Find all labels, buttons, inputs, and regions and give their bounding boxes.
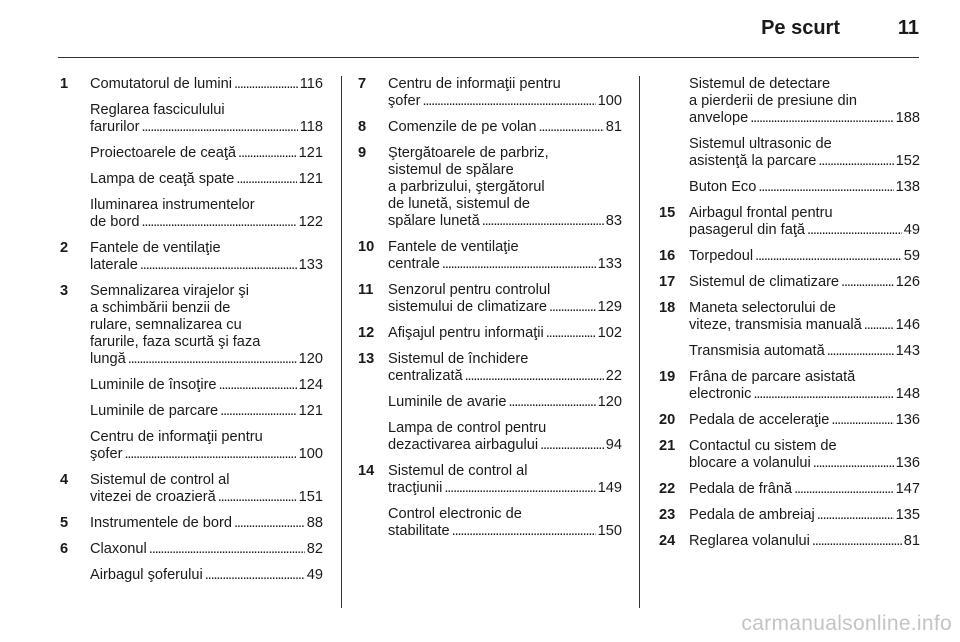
entry-reference-line bbox=[689, 317, 920, 334]
dot-leader bbox=[149, 541, 305, 558]
entry-text-line: Luminile de parcare bbox=[90, 403, 219, 419]
dot-leader bbox=[813, 455, 894, 472]
dot-leader bbox=[812, 533, 902, 550]
page-reference: 102 bbox=[597, 325, 622, 341]
entry-text-line: Pedala de acceleraţie bbox=[689, 412, 830, 428]
entry-text-line: Fantele de ventilaţie bbox=[90, 240, 221, 256]
entry-reference-line bbox=[689, 343, 920, 360]
entry-reference-line bbox=[90, 515, 323, 532]
callout-number: 15 bbox=[659, 205, 676, 221]
column-divider bbox=[341, 76, 342, 608]
entry-reference-line bbox=[388, 394, 622, 411]
callout-number: 8 bbox=[358, 119, 367, 135]
index-entry bbox=[60, 541, 323, 558]
entry-reference-line bbox=[90, 351, 323, 368]
page-reference: 122 bbox=[298, 214, 323, 230]
entry-text-line: Claxonul bbox=[90, 541, 147, 557]
callout-number: 24 bbox=[659, 533, 676, 549]
dot-leader bbox=[219, 377, 297, 394]
dot-leader bbox=[794, 481, 894, 498]
entry-reference-line bbox=[388, 523, 622, 540]
page-reference: 151 bbox=[298, 489, 323, 505]
entry-text-line: Frâna de parcare asistată bbox=[689, 369, 856, 385]
index-entry bbox=[358, 119, 622, 136]
entry-text-line: de bord bbox=[90, 214, 140, 230]
entry-reference-line bbox=[689, 222, 920, 239]
dot-leader bbox=[827, 343, 894, 360]
entry-text-line: Senzorul pentru controlul bbox=[388, 282, 551, 298]
index-entry bbox=[358, 325, 622, 342]
callout-number: 13 bbox=[358, 351, 375, 367]
dot-leader bbox=[220, 403, 296, 420]
index-column-2 bbox=[358, 76, 622, 549]
entry-text-line: stabilitate bbox=[388, 523, 450, 539]
entry-text-line: laterale bbox=[90, 257, 138, 273]
callout-number: 3 bbox=[60, 283, 69, 299]
dot-leader bbox=[236, 171, 296, 188]
index-entry bbox=[358, 76, 622, 110]
index-entry bbox=[358, 394, 622, 411]
entry-reference-line bbox=[689, 533, 920, 550]
entry-text-line: Reglarea volanului bbox=[689, 533, 810, 549]
dot-leader bbox=[864, 317, 894, 334]
index-entry bbox=[358, 351, 622, 385]
index-entry bbox=[358, 420, 622, 454]
column-divider bbox=[639, 76, 640, 608]
entry-reference-line bbox=[388, 256, 622, 273]
entry-text-line: Control electronic de bbox=[388, 506, 522, 522]
callout-number: 4 bbox=[60, 472, 69, 488]
page-reference: 82 bbox=[306, 541, 323, 557]
dot-leader bbox=[238, 145, 297, 162]
page-reference: 126 bbox=[895, 274, 920, 290]
index-entry bbox=[60, 403, 323, 420]
page-reference: 121 bbox=[298, 403, 323, 419]
entry-reference-line bbox=[388, 119, 622, 136]
index-entry bbox=[659, 136, 920, 170]
entry-text-line: Iluminarea instrumentelor bbox=[90, 197, 255, 213]
callout-number: 18 bbox=[659, 300, 676, 316]
index-entry bbox=[60, 515, 323, 532]
index-entry bbox=[60, 240, 323, 274]
entry-reference-line bbox=[388, 480, 622, 497]
page-reference: 143 bbox=[895, 343, 920, 359]
index-entry bbox=[659, 76, 920, 127]
entry-text-line: Centru de informaţii pentru bbox=[90, 429, 263, 445]
entry-text-line: lungă bbox=[90, 351, 126, 367]
callout-number: 17 bbox=[659, 274, 676, 290]
entry-text-line: Sistemul ultrasonic de bbox=[689, 136, 832, 152]
dot-leader bbox=[831, 412, 893, 429]
entry-reference-line bbox=[90, 541, 323, 558]
dot-leader bbox=[508, 394, 595, 411]
entry-text-line: Fantele de ventilaţie bbox=[388, 239, 519, 255]
index-entry bbox=[60, 567, 323, 584]
page-reference: 149 bbox=[597, 480, 622, 496]
index-column-1 bbox=[60, 76, 323, 593]
entry-text-line: Sistemul de detectare bbox=[689, 76, 831, 92]
entry-reference-line bbox=[689, 386, 920, 403]
index-entry bbox=[60, 76, 323, 93]
dot-leader bbox=[841, 274, 894, 291]
dot-leader bbox=[753, 386, 893, 403]
page-reference: 94 bbox=[605, 437, 622, 453]
index-entry bbox=[60, 429, 323, 463]
dot-leader bbox=[124, 446, 296, 463]
entry-reference-line bbox=[90, 76, 323, 93]
index-entry bbox=[60, 197, 323, 231]
entry-text-line: sistemului de climatizare bbox=[388, 299, 547, 315]
index-entry bbox=[358, 239, 622, 273]
entry-text-line: Instrumentele de bord bbox=[90, 515, 232, 531]
index-entry bbox=[659, 274, 920, 291]
header-divider bbox=[58, 57, 919, 58]
entry-text-line: Sistemul de închidere bbox=[388, 351, 529, 367]
callout-number: 2 bbox=[60, 240, 69, 256]
entry-reference-line bbox=[689, 455, 920, 472]
callout-number: 20 bbox=[659, 412, 676, 428]
entry-reference-line bbox=[90, 119, 323, 136]
entry-text-line: Pedala de frână bbox=[689, 481, 793, 497]
index-entry bbox=[659, 481, 920, 498]
dot-leader bbox=[140, 257, 297, 274]
page-reference: 124 bbox=[298, 377, 323, 393]
page-reference: 146 bbox=[895, 317, 920, 333]
dot-leader bbox=[234, 76, 298, 93]
dot-leader bbox=[442, 256, 596, 273]
entry-text-line: blocare a volanului bbox=[689, 455, 811, 471]
callout-number: 23 bbox=[659, 507, 676, 523]
entry-text-line: Sistemul de control al bbox=[388, 463, 528, 479]
entry-text-line: şofer bbox=[90, 446, 123, 462]
index-entry bbox=[358, 282, 622, 316]
callout-number: 1 bbox=[60, 76, 69, 92]
entry-reference-line bbox=[388, 437, 622, 454]
page-reference: 138 bbox=[895, 179, 920, 195]
page-reference: 49 bbox=[903, 222, 920, 238]
entry-text-line: şofer bbox=[388, 93, 421, 109]
entry-text-line: Maneta selectorului de bbox=[689, 300, 836, 316]
entry-text-line: Proiectoarele de ceaţă bbox=[90, 145, 237, 161]
entry-text-line: de lunetă, sistemul de bbox=[388, 196, 530, 212]
index-entry bbox=[358, 463, 622, 497]
entry-text-line: Luminile de însoţire bbox=[90, 377, 217, 393]
page-reference: 88 bbox=[306, 515, 323, 531]
entry-reference-line bbox=[689, 179, 920, 196]
page-reference: 135 bbox=[895, 507, 920, 523]
entry-text-line: Comenzile de pe volan bbox=[388, 119, 537, 135]
entry-text-line: spălare lunetă bbox=[388, 213, 480, 229]
entry-text-line: asistenţă la parcare bbox=[689, 153, 817, 169]
entry-text-line: Torpedoul bbox=[689, 248, 754, 264]
dot-leader bbox=[538, 119, 603, 136]
page-reference: 148 bbox=[895, 386, 920, 402]
callout-number: 7 bbox=[358, 76, 367, 92]
page-reference: 118 bbox=[299, 119, 323, 135]
callout-number: 19 bbox=[659, 369, 676, 385]
index-entry bbox=[60, 171, 323, 188]
page-number: 11 bbox=[897, 17, 919, 39]
page-reference: 147 bbox=[895, 481, 920, 497]
index-column-3 bbox=[659, 76, 920, 559]
page-reference: 136 bbox=[895, 412, 920, 428]
section-title: Pe scurt bbox=[761, 17, 840, 39]
callout-number: 11 bbox=[358, 282, 374, 298]
entry-text-line: tracţiunii bbox=[388, 480, 443, 496]
entry-text-line: sistemul de spălare bbox=[388, 162, 514, 178]
entry-reference-line bbox=[90, 377, 323, 394]
index-entry bbox=[60, 472, 323, 506]
callout-number: 16 bbox=[659, 248, 676, 264]
dot-leader bbox=[755, 248, 902, 265]
callout-number: 9 bbox=[358, 145, 367, 161]
page-reference: 100 bbox=[597, 93, 622, 109]
entry-reference-line bbox=[90, 171, 323, 188]
entry-text-line: Lampa de ceaţă spate bbox=[90, 171, 235, 187]
page-reference: 150 bbox=[597, 523, 622, 539]
page-reference: 136 bbox=[895, 455, 920, 471]
entry-reference-line bbox=[388, 325, 622, 342]
page-reference: 133 bbox=[298, 257, 323, 273]
entry-text-line: rulare, semnalizarea cu bbox=[90, 317, 242, 333]
entry-text-line: Semnalizarea virajelor şi bbox=[90, 283, 249, 299]
dot-leader bbox=[818, 153, 893, 170]
dot-leader bbox=[549, 299, 596, 316]
index-entry bbox=[659, 507, 920, 524]
entry-text-line: a pierderii de presiune din bbox=[689, 93, 857, 109]
dot-leader bbox=[128, 351, 297, 368]
entry-text-line: Centru de informaţii pentru bbox=[388, 76, 561, 92]
watermark: carmanualsonline.info bbox=[741, 612, 952, 635]
page-reference: 120 bbox=[597, 394, 622, 410]
entry-text-line: Sistemul de control al bbox=[90, 472, 230, 488]
index-entry bbox=[659, 343, 920, 360]
entry-reference-line bbox=[388, 368, 622, 385]
entry-text-line: Afişajul pentru informaţii bbox=[388, 325, 544, 341]
entry-reference-line bbox=[90, 214, 323, 231]
page-reference: 81 bbox=[605, 119, 622, 135]
dot-leader bbox=[218, 489, 297, 506]
page-reference: 100 bbox=[298, 446, 323, 462]
entry-text-line: Airbagul frontal pentru bbox=[689, 205, 833, 221]
entry-text-line: electronic bbox=[689, 386, 752, 402]
index-entry bbox=[659, 248, 920, 265]
entry-reference-line bbox=[90, 145, 323, 162]
page-reference: 59 bbox=[903, 248, 920, 264]
entry-reference-line bbox=[689, 248, 920, 265]
entry-text-line: centrale bbox=[388, 256, 440, 272]
page-reference: 22 bbox=[605, 368, 622, 384]
entry-text-line: vitezei de croazieră bbox=[90, 489, 216, 505]
entry-text-line: Luminile de avarie bbox=[388, 394, 507, 410]
entry-text-line: Airbagul şoferului bbox=[90, 567, 203, 583]
index-entry bbox=[659, 300, 920, 334]
entry-reference-line bbox=[689, 110, 920, 127]
entry-text-line: Ştergătoarele de parbriz, bbox=[388, 145, 549, 161]
dot-leader bbox=[422, 93, 595, 110]
callout-number: 10 bbox=[358, 239, 375, 255]
page-reference: 129 bbox=[597, 299, 622, 315]
dot-leader bbox=[142, 214, 297, 231]
index-entry bbox=[659, 205, 920, 239]
page-reference: 49 bbox=[306, 567, 323, 583]
index-entry bbox=[659, 412, 920, 429]
index-entry bbox=[60, 377, 323, 394]
index-entry bbox=[659, 369, 920, 403]
index-entry bbox=[358, 506, 622, 540]
index-entry bbox=[60, 283, 323, 368]
entry-reference-line bbox=[388, 213, 622, 230]
index-entry bbox=[60, 145, 323, 162]
entry-text-line: Contactul cu sistem de bbox=[689, 438, 837, 454]
dot-leader bbox=[758, 179, 893, 196]
entry-text-line: centralizată bbox=[388, 368, 463, 384]
entry-reference-line bbox=[689, 412, 920, 429]
entry-reference-line bbox=[689, 481, 920, 498]
dot-leader bbox=[546, 325, 596, 342]
index-entry bbox=[659, 438, 920, 472]
entry-reference-line bbox=[388, 93, 622, 110]
dot-leader bbox=[465, 368, 604, 385]
dot-leader bbox=[750, 110, 893, 127]
entry-reference-line bbox=[388, 299, 622, 316]
entry-text-line: Pedala de ambreiaj bbox=[689, 507, 815, 523]
dot-leader bbox=[807, 222, 902, 239]
callout-number: 14 bbox=[358, 463, 375, 479]
callout-number: 6 bbox=[60, 541, 69, 557]
dot-leader bbox=[540, 437, 604, 454]
dot-leader bbox=[482, 213, 604, 230]
dot-leader bbox=[234, 515, 305, 532]
page-reference: 81 bbox=[903, 533, 920, 549]
entry-text-line: dezactivarea airbagului bbox=[388, 437, 539, 453]
page-reference: 121 bbox=[298, 171, 323, 187]
entry-text-line: farurilor bbox=[90, 119, 140, 135]
entry-reference-line bbox=[90, 567, 323, 584]
index-entry bbox=[659, 179, 920, 196]
page-reference: 116 bbox=[299, 76, 323, 92]
callout-number: 5 bbox=[60, 515, 69, 531]
entry-reference-line bbox=[90, 489, 323, 506]
entry-text-line: pasagerul din faţă bbox=[689, 222, 806, 238]
index-entry bbox=[60, 102, 323, 136]
page-reference: 83 bbox=[605, 213, 622, 229]
dot-leader bbox=[452, 523, 596, 540]
callout-number: 12 bbox=[358, 325, 375, 341]
dot-leader bbox=[444, 480, 595, 497]
page-reference: 121 bbox=[298, 145, 323, 161]
page-reference: 120 bbox=[298, 351, 323, 367]
entry-text-line: Lampa de control pentru bbox=[388, 420, 547, 436]
entry-text-line: viteze, transmisia manuală bbox=[689, 317, 862, 333]
entry-text-line: Reglarea fasciculului bbox=[90, 102, 225, 118]
callout-number: 22 bbox=[659, 481, 676, 497]
entry-text-line: Comutatorul de lumini bbox=[90, 76, 232, 92]
entry-text-line: anvelope bbox=[689, 110, 749, 126]
page-reference: 133 bbox=[597, 256, 622, 272]
dot-leader bbox=[205, 567, 305, 584]
entry-text-line: farurile, faza scurtă şi faza bbox=[90, 334, 261, 350]
entry-reference-line bbox=[90, 403, 323, 420]
entry-text-line: a schimbării benzii de bbox=[90, 300, 231, 316]
entry-text-line: a parbrizului, ştergătorul bbox=[388, 179, 545, 195]
dot-leader bbox=[817, 507, 894, 524]
entry-reference-line bbox=[689, 274, 920, 291]
index-entry bbox=[358, 145, 622, 230]
index-entry bbox=[659, 533, 920, 550]
entry-text-line: Transmisia automată bbox=[689, 343, 825, 359]
page-header bbox=[0, 0, 960, 60]
page-reference: 152 bbox=[895, 153, 920, 169]
entry-reference-line bbox=[90, 257, 323, 274]
dot-leader bbox=[141, 119, 297, 136]
page-reference: 188 bbox=[895, 110, 920, 126]
callout-number: 21 bbox=[659, 438, 676, 454]
entry-reference-line bbox=[90, 446, 323, 463]
entry-text-line: Buton Eco bbox=[689, 179, 757, 195]
entry-reference-line bbox=[689, 507, 920, 524]
entry-reference-line bbox=[689, 153, 920, 170]
entry-text-line: Sistemul de climatizare bbox=[689, 274, 840, 290]
